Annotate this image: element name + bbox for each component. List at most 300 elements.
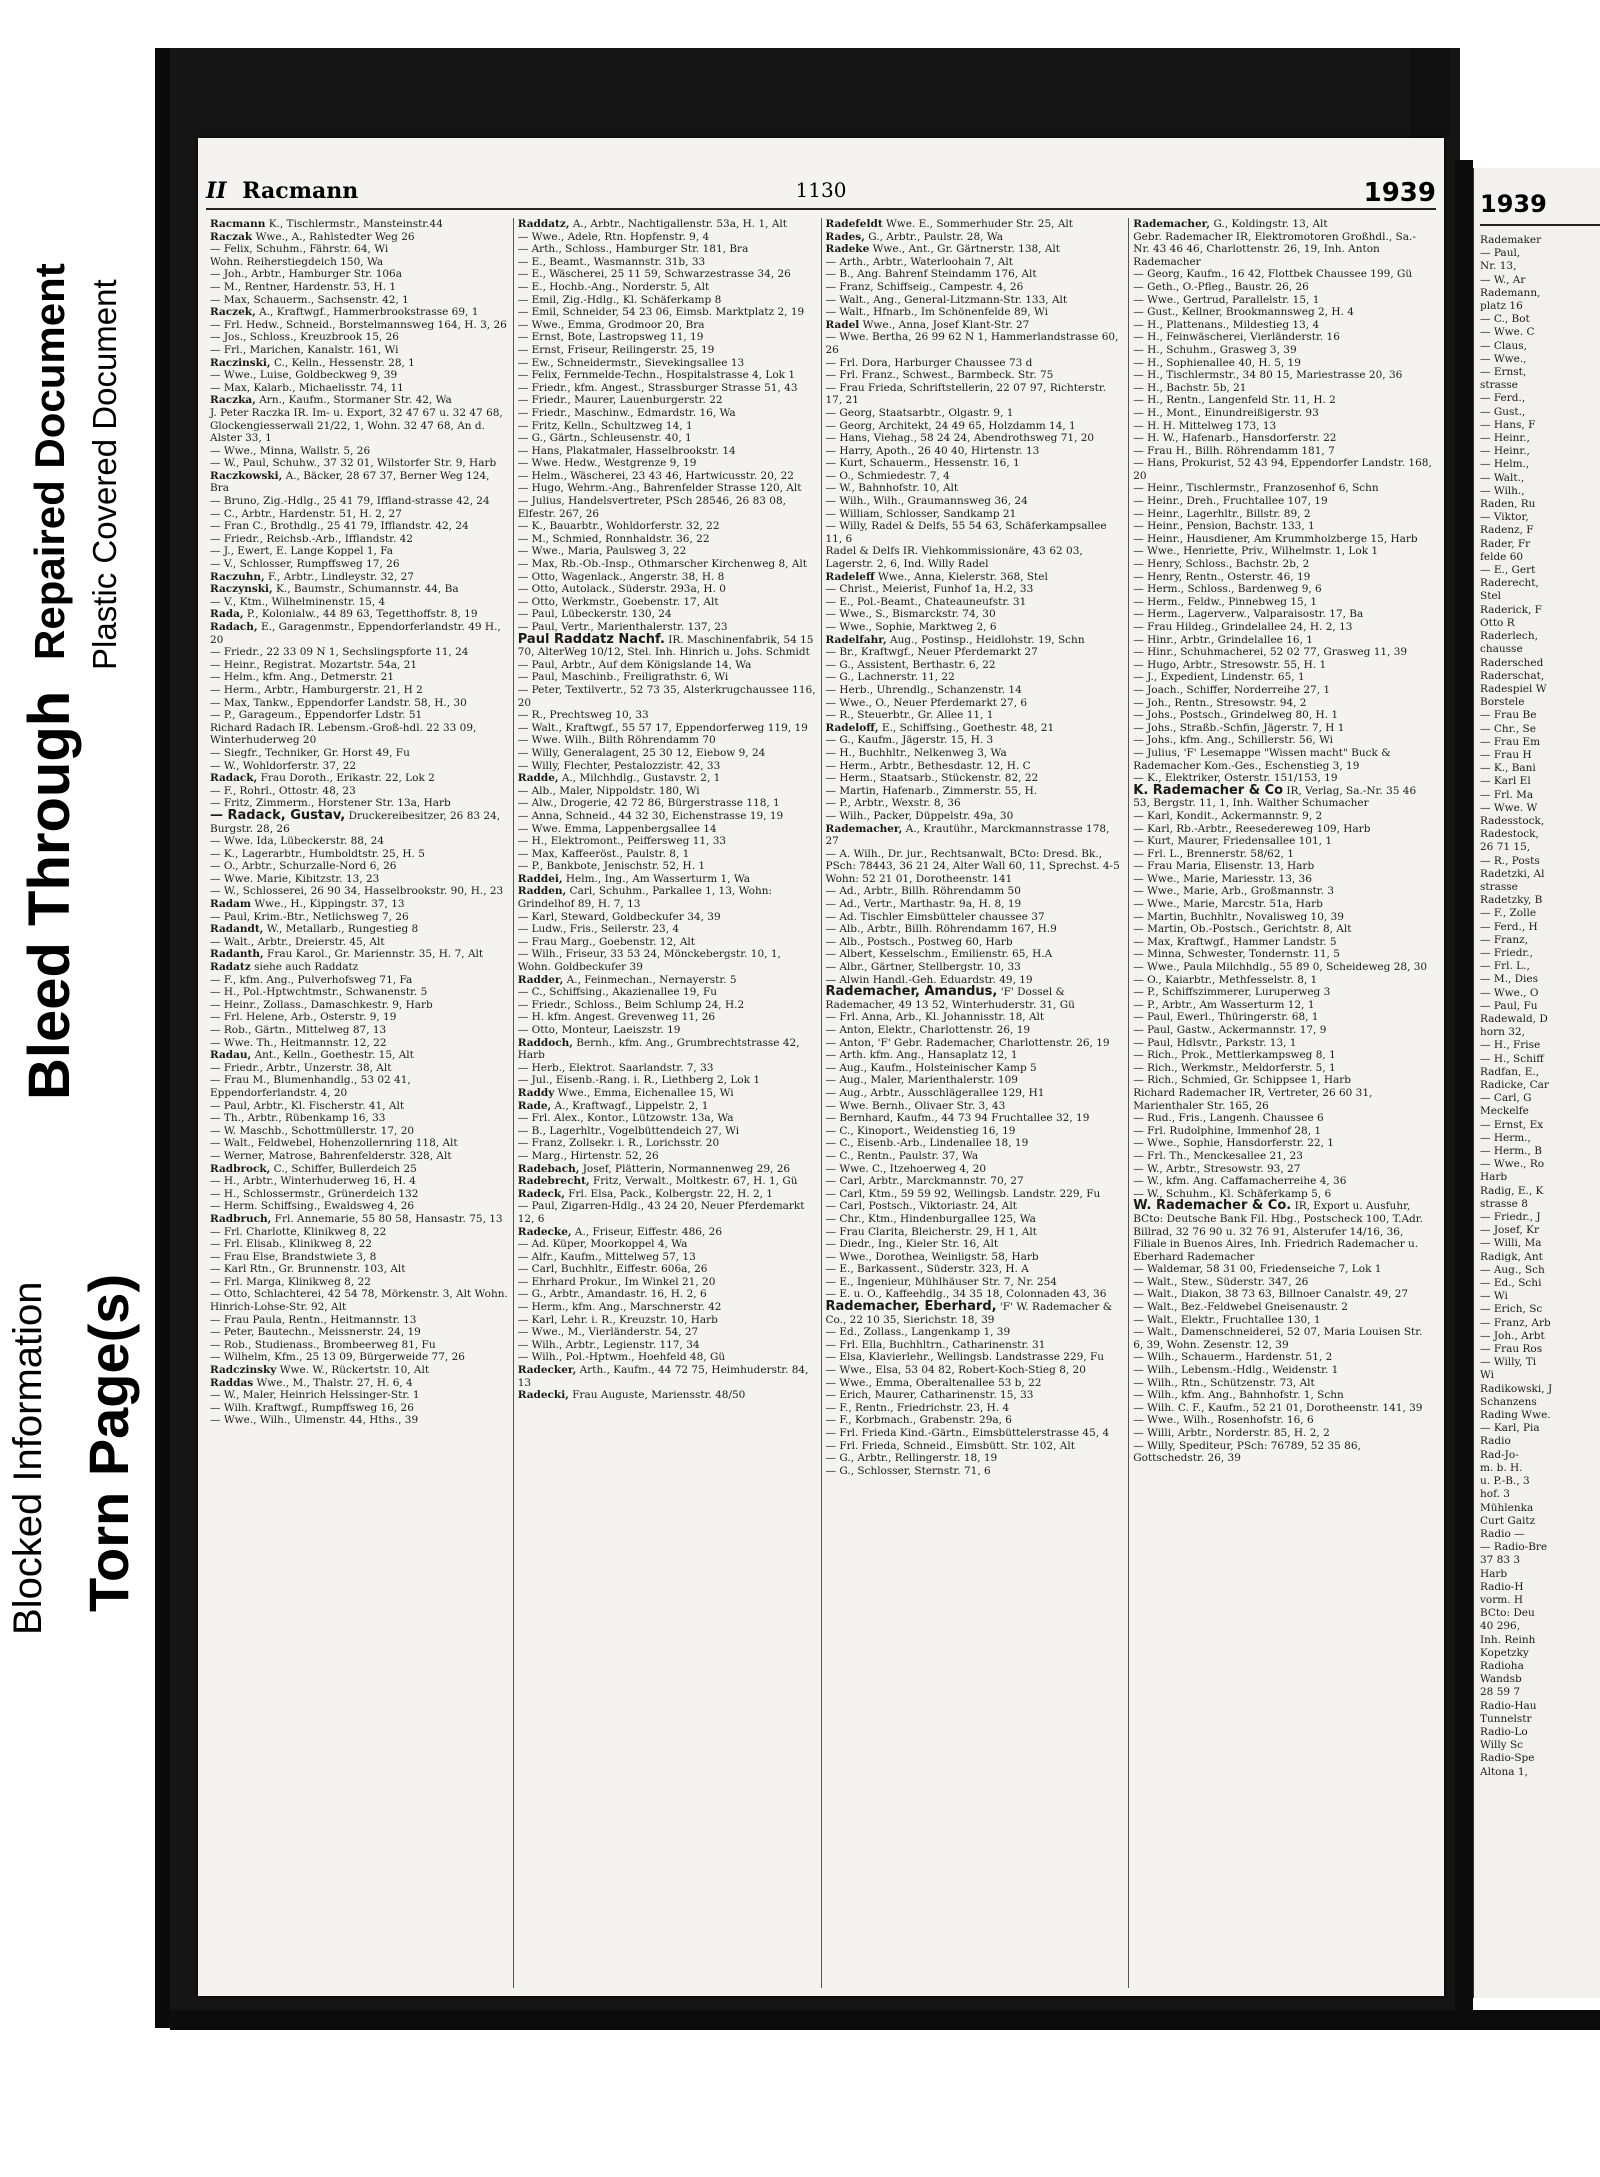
entry-text: — M., Schmied, Ronnhaldstr. 36, 22 bbox=[517, 532, 710, 545]
entry-text: — Wwe. Bernh., Olivaer Str. 3, 43 bbox=[825, 1099, 1006, 1112]
entry-text: — Wwe., Minna, Wallstr. 5, 26 bbox=[210, 444, 371, 457]
directory-entry bbox=[826, 520, 1125, 545]
directory-entry bbox=[1133, 608, 1432, 621]
entry-text: — Minna, Schwester, Tondernstr. 11, 5 bbox=[1133, 948, 1340, 961]
entry-text: — Wwe. Ida, Lübeckerstr. 88, 24 bbox=[210, 835, 385, 848]
entry-text: — W., kfm. Ang. Caffamacherreihe 4, 36 bbox=[1133, 1175, 1347, 1188]
directory-entry bbox=[1133, 734, 1432, 747]
directory-entry bbox=[1133, 961, 1432, 974]
entry-text: Bernh., kfm. Ang., Grumbrechtstrasse 42, Harb bbox=[517, 1036, 800, 1062]
directory-entry bbox=[826, 382, 1125, 407]
directory-entry bbox=[826, 281, 1125, 294]
adjacent-line: BCto: Deu bbox=[1480, 1607, 1535, 1620]
entry-text: — Rich., Prok., Mettlerkampsweg 8, 1 bbox=[1133, 1049, 1336, 1062]
directory-entry bbox=[1133, 482, 1432, 495]
directory-entry bbox=[210, 974, 509, 987]
entry-text: — Walt., Elektr., Fruchtallee 130, 1 bbox=[1133, 1313, 1321, 1326]
entry-text: — Frl. Dora, Harburger Chaussee 73 d bbox=[825, 356, 1033, 369]
directory-entry bbox=[210, 1226, 509, 1239]
directory-entry bbox=[826, 823, 1125, 848]
entry-text: — Frau Else, Brandstwiete 3, 8 bbox=[210, 1250, 377, 1263]
directory-entry bbox=[1133, 369, 1432, 382]
directory-entry bbox=[210, 747, 509, 760]
directory-entry bbox=[1133, 1326, 1432, 1351]
entry-text: — H., Plattenans., Mildestieg 13, 4 bbox=[1133, 318, 1320, 331]
entry-name: Rades, bbox=[825, 230, 865, 243]
adjacent-line: Raderschat, bbox=[1480, 669, 1545, 682]
adjacent-line: — Franz, bbox=[1480, 933, 1529, 946]
directory-entry bbox=[826, 1137, 1125, 1150]
scan-right-edge bbox=[1455, 160, 1473, 2030]
directory-entry bbox=[1133, 1414, 1432, 1427]
directory-entry bbox=[210, 1263, 509, 1276]
directory-entry bbox=[826, 709, 1125, 722]
entry-text: — Otto, Monteur, Laeiszstr. 19 bbox=[517, 1024, 681, 1036]
adjacent-line: — Franz, Arb bbox=[1480, 1316, 1551, 1329]
directory-entry bbox=[826, 369, 1125, 382]
directory-entry bbox=[826, 1024, 1125, 1037]
directory-entry bbox=[826, 1112, 1125, 1125]
entry-name: Rade, bbox=[517, 1099, 552, 1112]
entry-text: — Frl. Alex., Kontor., Lützowstr. 13a, Wa bbox=[517, 1112, 734, 1125]
entry-text: Wwe., A., Rahlstedter Weg 26 bbox=[255, 230, 415, 243]
entry-text: — H., Arbtr., Winterhuderweg 16, H. 4 bbox=[210, 1175, 416, 1188]
adjacent-line: Curt Gaitz bbox=[1480, 1514, 1536, 1527]
adjacent-line: — M., Dies bbox=[1480, 973, 1538, 986]
directory-entry bbox=[518, 457, 817, 470]
entry-text: — O., Schmiedestr. 7, 4 bbox=[825, 469, 950, 482]
adjacent-line: u. P.-B., 3 bbox=[1480, 1475, 1530, 1488]
entry-text: — Arth., Arbtr., Waterloohain 7, Alt bbox=[825, 255, 1013, 268]
directory-entry bbox=[210, 785, 509, 798]
entry-text: Richard Radach IR. Lebensm.-Groß-hdl. 22 33 09, Winterhuderweg 20 bbox=[210, 721, 477, 747]
directory-entry bbox=[826, 1402, 1125, 1415]
directory-entry bbox=[518, 1238, 817, 1251]
entry-text: — Willy, Flechter, Pestalozzistr. 42, 33 bbox=[517, 759, 721, 772]
directory-entry bbox=[518, 760, 817, 773]
adjacent-line: — Frau Be bbox=[1480, 709, 1537, 722]
entry-text: — Karl, Kondit., Ackermannstr. 9, 2 bbox=[1133, 809, 1323, 822]
directory-entry bbox=[518, 407, 817, 420]
directory-entry bbox=[518, 571, 817, 584]
entry-text: Aug., Postinsp., Heidlohstr. 19, Schn bbox=[890, 633, 1085, 646]
directory-entry bbox=[826, 445, 1125, 458]
directory-entry bbox=[1133, 873, 1432, 886]
entry-text: — Hans, Prokurist, 52 43 94, Eppendorfer Landstr. 168, 20 bbox=[1133, 457, 1432, 482]
entry-text: Wwe. W., Rückertstr. 10, Alt bbox=[279, 1364, 430, 1377]
directory-entry bbox=[518, 243, 817, 256]
directory-entry bbox=[1133, 1364, 1432, 1377]
directory-entry bbox=[1133, 382, 1432, 395]
entry-text: — Wwe. C., Itzehoerweg 4, 20 bbox=[825, 1162, 987, 1175]
adjacent-line: Radicke, Car bbox=[1480, 1079, 1549, 1091]
directory-entry bbox=[826, 1427, 1125, 1440]
entry-text: Arth., Kaufm., 44 72 75, Heimhuderstr. 84, 13 bbox=[517, 1364, 809, 1389]
directory-entry bbox=[826, 671, 1125, 684]
entry-text: — Ernst, Bote, Lastropsweg 11, 19 bbox=[517, 331, 704, 344]
directory-entry bbox=[826, 596, 1125, 609]
entry-text: — Rob., Gärtn., Mittelweg 87, 13 bbox=[210, 1024, 387, 1036]
entry-text: — Aug., Arbtr., Ausschlägerallee 129, H1 bbox=[825, 1086, 1045, 1099]
entry-name: Radanth, bbox=[210, 948, 264, 961]
adjacent-line: hof. 3 bbox=[1480, 1488, 1510, 1501]
entry-text: — Friedr., Maschinw., Edmardstr. 16, Wa bbox=[517, 406, 736, 419]
adjacent-line: Willy Sc bbox=[1480, 1739, 1524, 1752]
entry-text: A., Bäcker, 28 67 37, Berner Weg 124, Bra bbox=[210, 469, 490, 495]
entry-text: — Johs., Postsch., Grindelweg 80, H. 1 bbox=[1133, 709, 1339, 722]
entry-text: — Wwe. Th., Heitmannstr. 12, 22 bbox=[210, 1036, 387, 1049]
directory-entry bbox=[210, 999, 509, 1012]
directory-entry bbox=[826, 1213, 1125, 1226]
directory-entry bbox=[1133, 1276, 1432, 1289]
column-2 bbox=[514, 218, 822, 1988]
running-head: Racmann bbox=[242, 178, 359, 204]
directory-entry bbox=[210, 1062, 509, 1075]
entry-text: Frl. Elsa, Pack., Kolbergstr. 22, H. 2, 1 bbox=[568, 1187, 773, 1200]
entry-text: — Alb., Maler, Nippoldstr. 180, Wi bbox=[517, 784, 700, 797]
adjacent-line: chausse bbox=[1480, 643, 1523, 656]
directory-entry bbox=[518, 218, 817, 231]
directory-entry bbox=[826, 659, 1125, 672]
entry-text: — B., Ang. Bahrenf Steindamm 176, Alt bbox=[825, 268, 1037, 281]
directory-entry bbox=[210, 1112, 509, 1125]
directory-entry bbox=[826, 571, 1125, 584]
entry-name: Raczynski, bbox=[210, 583, 273, 596]
entry-text: — Wwe., Wilh., Ulmenstr. 44, Hths., 39 bbox=[210, 1414, 419, 1427]
entry-text: — Harry, Apoth., 26 40 40, Hirtenstr. 13 bbox=[825, 444, 1040, 457]
entry-text: — Wwe., Sophie, Marktweg 2, 6 bbox=[825, 621, 997, 633]
adjacent-line: — Paul, bbox=[1480, 247, 1521, 260]
entry-name: Radefeldt bbox=[825, 218, 883, 230]
entry-text: A., Feinmechan., Nernayerstr. 5 bbox=[566, 973, 737, 986]
adjacent-line: — Wwe., bbox=[1480, 352, 1527, 365]
entry-name: W. Rademacher & Co. bbox=[1133, 1198, 1292, 1214]
adjacent-line: — Frl. Ma bbox=[1480, 788, 1534, 801]
directory-entry bbox=[826, 1163, 1125, 1176]
directory-entry bbox=[210, 445, 509, 458]
entry-text: — Martin, Hafenarb., Zimmerstr. 55, H. bbox=[825, 784, 1038, 797]
directory-entry bbox=[518, 936, 817, 949]
entry-text: — Helm., kfm. Ang., Detmerstr. 21 bbox=[210, 671, 395, 684]
adjacent-line: — Frl. L., bbox=[1480, 960, 1530, 973]
column-1 bbox=[206, 218, 514, 1988]
directory-entry bbox=[1133, 545, 1432, 558]
entry-text: — Otto, Autolack., Süderstr. 293a, H. 0 bbox=[517, 583, 726, 596]
entry-text: Wwe., H., Kippingstr. 37, 13 bbox=[254, 898, 405, 911]
adjacent-line: Tunnelstr bbox=[1480, 1712, 1532, 1725]
directory-entry bbox=[826, 231, 1125, 244]
directory-entry bbox=[518, 797, 817, 810]
entry-text: K., Baumstr., Schumannstr. 44, Ba bbox=[276, 583, 459, 596]
entry-text: — Paul, Krim.-Btr., Netlichsweg 7, 26 bbox=[210, 910, 409, 923]
adjacent-header-rule bbox=[1480, 224, 1600, 226]
entry-text: — Frl. Franz., Schwest., Barmbeck. Str. 75 bbox=[825, 369, 1054, 382]
entry-text: — Wilh., kfm. Ang., Bahnhofstr. 1, Schn bbox=[1133, 1389, 1344, 1402]
entry-text: — Frau Maria, Elisenstr. 13, Harb bbox=[1133, 860, 1315, 873]
entry-text: — Wwe., Elsa, 53 04 82, Robert-Koch-Stieg 8, 20 bbox=[825, 1364, 1086, 1377]
entry-name: Radeloff, bbox=[825, 721, 879, 734]
entry-text: Josef, Plätterin, Normannenweg 29, 26 bbox=[582, 1162, 791, 1175]
directory-entry bbox=[826, 1074, 1125, 1087]
directory-entry bbox=[518, 873, 817, 886]
directory-entry bbox=[1133, 394, 1432, 407]
adjacent-line: — Wwe., Ro bbox=[1480, 1158, 1545, 1171]
adjacent-line: Wi bbox=[1480, 1369, 1494, 1382]
directory-entry bbox=[826, 331, 1125, 356]
entry-name: Radden, bbox=[517, 885, 567, 898]
page-header bbox=[206, 178, 1436, 210]
directory-entry bbox=[1133, 331, 1432, 344]
adjacent-line: Borstele bbox=[1480, 696, 1525, 709]
adjacent-line: — W., Ar bbox=[1480, 273, 1526, 286]
adjacent-line: platz 16 bbox=[1480, 300, 1523, 313]
entry-text: — Herb., Elektrot. Saarlandstr. 7, 33 bbox=[517, 1061, 714, 1074]
directory-entry bbox=[518, 558, 817, 571]
entry-text: — Arth. kfm. Ang., Hansaplatz 12, 1 bbox=[825, 1049, 1018, 1062]
entry-text: — H., Pol.-Hptwchtmstr., Schwanenstr. 5 bbox=[210, 986, 428, 999]
directory-entry bbox=[826, 797, 1125, 810]
entry-text: — Heinr., Pension, Bachstr. 133, 1 bbox=[1133, 520, 1315, 533]
entry-text: — Walt., Bez.-Feldwebel Gneisenaustr. 2 bbox=[1133, 1301, 1348, 1314]
directory-entry bbox=[1133, 1175, 1432, 1188]
entry-text: — W., Schlosserei, 26 90 34, Hasselbrookstr. 90, H., 23 bbox=[210, 885, 504, 898]
directory-entry bbox=[826, 634, 1125, 647]
entry-text: — Alb., Postsch., Postweg 60, Harb bbox=[825, 935, 1013, 948]
entry-text: — Wwe., S., Bismarckstr. 74, 30 bbox=[825, 608, 996, 621]
directory-entry bbox=[1133, 1011, 1432, 1024]
directory-entry bbox=[1133, 923, 1432, 936]
entry-text: — Willy, Spediteur, PSch: 76789, 52 35 86, Gottschedstr. 26, 39 bbox=[1133, 1439, 1361, 1465]
entry-text: — Wilh. C. F., Kaufm., 52 21 01, Dorotheenstr. 141, 39 bbox=[1133, 1401, 1423, 1414]
directory-entry bbox=[210, 848, 509, 861]
entry-text: — Walt., Diakon, 38 73 63, Billnoer Canalstr. 49, 27 bbox=[1133, 1288, 1409, 1301]
directory-entry bbox=[1133, 231, 1432, 269]
directory-entry bbox=[1133, 508, 1432, 521]
entry-text: — Wwe., Luise, Goldbeckweg 9, 39 bbox=[210, 369, 398, 382]
directory-entry bbox=[1133, 583, 1432, 596]
entry-text: — Rob., Studienass., Brombeerweg 81, Fu bbox=[210, 1338, 436, 1351]
adjacent-line: — Josef, Kr bbox=[1480, 1224, 1540, 1237]
directory-entry bbox=[1133, 835, 1432, 848]
directory-entry bbox=[518, 734, 817, 747]
entry-text: — O., Kaiarbtr., Methfesselstr. 8, 1 bbox=[1133, 973, 1318, 986]
entry-text: — Ed., Zollass., Langenkamp 1, 39 bbox=[825, 1326, 1011, 1339]
directory-entry bbox=[1133, 848, 1432, 861]
entry-text: — Friedr., Reichsb.-Arb., Ifflandstr. 42 bbox=[210, 532, 413, 545]
entry-text: — E., Ingenieur, Mühlhäuser Str. 7, Nr. 254 bbox=[825, 1275, 1057, 1288]
side-labels bbox=[0, 0, 170, 1700]
directory-entry bbox=[1133, 281, 1432, 294]
entry-text: — Ad., Arbtr., Billh. Röhrendamm 50 bbox=[825, 885, 1021, 898]
entry-text: — Frl. Th., Menckesallee 21, 23 bbox=[1133, 1149, 1303, 1162]
directory-entry bbox=[210, 1377, 509, 1390]
entry-name: Radebrecht, bbox=[517, 1175, 590, 1188]
entry-text: — Frau Frieda, Schriftstellerin, 22 07 97, Richterstr. 17, 21 bbox=[825, 381, 1107, 407]
entry-text: — A. Wilh., Dr. jur., Rechtsanwalt, BCto: Dresd. Bk., PSch: 78443, 36 21 24, Alter Wall 60, 11, Sprechst. 4-5 Wohn: 52 21 01, Dorotheenstr. 141 bbox=[825, 847, 1120, 885]
directory-entry bbox=[210, 898, 509, 911]
directory-entry bbox=[210, 659, 509, 672]
directory-entry bbox=[210, 911, 509, 924]
entry-text: — W., Paul, Schuhw., 37 32 01, Wilstorfer Str. 9, Harb bbox=[210, 457, 497, 470]
entry-text: — Heinr., Tischlermstr., Franzosenhof 6, Schn bbox=[1133, 482, 1379, 495]
directory-entry bbox=[1133, 1150, 1432, 1163]
entry-text: — Peter, Textilvertr., 52 73 35, Alsterkrugchaussee 116, 20 bbox=[517, 683, 816, 709]
entry-text: — Walt., Damenschneiderei, 52 07, Maria Louisen Str. 6, 39, Wohn. Zesenstr. 12, 39 bbox=[1133, 1326, 1423, 1351]
directory-entry bbox=[518, 1112, 817, 1125]
entry-text: — Herm., kfm. Ang., Marschnerstr. 42 bbox=[517, 1301, 722, 1314]
entry-text: A., Milchhdlg., Gustavstr. 2, 1 bbox=[561, 772, 721, 785]
directory-entry bbox=[210, 684, 509, 697]
directory-entry bbox=[518, 344, 817, 357]
entry-text: — Friedr., Arbtr., Unzerstr. 38, Alt bbox=[210, 1061, 392, 1074]
entry-text: — Alb., Arbtr., Billh. Röhrendamm 167, H.9 bbox=[825, 923, 1057, 936]
entry-text: — Jos., Schloss., Kreuzbrook 15, 26 bbox=[210, 331, 399, 344]
directory-entry bbox=[826, 583, 1125, 596]
directory-entry bbox=[210, 1024, 509, 1037]
entry-text: — Wwe., Henriette, Priv., Wilhelmstr. 1, Lok 1 bbox=[1133, 545, 1379, 558]
directory-entry bbox=[1133, 558, 1432, 571]
directory-entry bbox=[518, 1100, 817, 1113]
directory-entry bbox=[518, 596, 817, 609]
entry-name: Radebach, bbox=[517, 1162, 580, 1175]
entry-name: Rademacher, bbox=[825, 822, 903, 835]
adjacent-line: Radio-Spe bbox=[1480, 1752, 1535, 1765]
entry-text: — Wwe., O., Neuer Pferdemarkt 27, 6 bbox=[825, 696, 1028, 709]
directory-entry bbox=[518, 1074, 817, 1087]
directory-entry bbox=[826, 432, 1125, 445]
entry-text: — Wwe., Dorothea, Weinligstr. 58, Harb bbox=[825, 1250, 1039, 1263]
entry-text: A., Arbtr., Nachtigallenstr. 53a, H. 1, Alt bbox=[572, 218, 787, 230]
directory-entry bbox=[210, 344, 509, 357]
directory-entry bbox=[210, 1339, 509, 1352]
adjacent-line: Raderlech, bbox=[1480, 630, 1538, 643]
entry-text: — Karl, Lehr. i. R., Kreuzstr. 10, Harb bbox=[517, 1313, 718, 1326]
directory-entry bbox=[826, 407, 1125, 420]
adjacent-line: — Friedr., J bbox=[1480, 1211, 1541, 1224]
directory-entry bbox=[1133, 659, 1432, 672]
entry-text: — Franz, Schiffseig., Campestr. 4, 26 bbox=[825, 280, 1024, 293]
entry-name: Rademacher, Amandus, bbox=[825, 984, 998, 1000]
entry-text: A., Krautühr., Marckmannstrasse 178, 27 bbox=[825, 822, 1110, 848]
directory-entry bbox=[1133, 1389, 1432, 1402]
directory-entry bbox=[210, 860, 509, 873]
entry-text: Fritz, Verwalt., Moltkestr. 67, H. 1, Gü bbox=[592, 1175, 798, 1188]
directory-entry bbox=[826, 1049, 1125, 1062]
directory-entry bbox=[210, 1011, 509, 1024]
entry-text: — J., Expedient, Lindenstr. 65, 1 bbox=[1133, 671, 1305, 684]
torn-pages-label: Torn Page(s) bbox=[77, 1273, 140, 1612]
page-number: 1130 bbox=[795, 178, 847, 202]
adjacent-line: Radio bbox=[1480, 1435, 1511, 1448]
entry-text: F., Arbtr., Lindleystr. 32, 27 bbox=[268, 570, 414, 583]
directory-entry bbox=[1133, 357, 1432, 370]
adjacent-line: 40 296, bbox=[1480, 1620, 1521, 1633]
entry-text: Wwe., Anna, Josef Klant-Str. 27 bbox=[862, 318, 1030, 331]
adjacent-line: Stel bbox=[1480, 590, 1501, 603]
entry-text: — C., Rentn., Paulstr. 37, Wa bbox=[825, 1149, 979, 1162]
directory-entry bbox=[518, 835, 817, 848]
entry-text: — F., Rohrl., Ottostr. 48, 23 bbox=[210, 784, 356, 797]
entry-text: — K., Lagerarbtr., Humboldtstr. 25, H. 5 bbox=[210, 847, 425, 860]
entry-text: — Carl, Postsch., Viktoriastr. 24, Alt bbox=[825, 1200, 1017, 1213]
directory-entry bbox=[210, 807, 509, 835]
directory-entry bbox=[210, 331, 509, 344]
entry-text: A., Friseur, Eiffestr. 486, 26 bbox=[574, 1225, 722, 1238]
entry-text: — Frl. Marga, Klinikweg 8, 22 bbox=[210, 1275, 371, 1288]
directory-entry bbox=[1133, 294, 1432, 307]
entry-text: Ant., Kelln., Goethestr. 15, Alt bbox=[254, 1049, 414, 1062]
directory-entry bbox=[1133, 344, 1432, 357]
directory-entry bbox=[1133, 268, 1432, 281]
entry-text: — Paul, Arbtr., Kl. Fischerstr. 41, Alt bbox=[210, 1099, 405, 1112]
directory-entry bbox=[518, 608, 817, 621]
adjacent-line: — Herm., bbox=[1480, 1131, 1531, 1144]
entry-text: — H., Buchhltr., Nelkenweg 3, Wa bbox=[825, 746, 1007, 759]
directory-entry bbox=[826, 1238, 1125, 1251]
directory-entry bbox=[518, 1288, 817, 1301]
entry-name: Radecki, bbox=[517, 1389, 569, 1402]
adjacent-line: Raderecht, bbox=[1480, 577, 1539, 590]
entry-text: — Frl., Marichen, Kanalstr. 161, Wi bbox=[210, 343, 399, 356]
entry-text: — Paul, Ewerl., Thüringerstr. 68, 1 bbox=[1133, 1011, 1319, 1024]
entry-name: Radeke bbox=[825, 243, 870, 256]
entry-text: — Herm., Arbtr., Bethesdastr. 12, H. C bbox=[825, 759, 1031, 772]
entry-text: C., Schiffer, Bullerdeich 25 bbox=[273, 1162, 417, 1175]
directory-entry bbox=[1133, 936, 1432, 949]
directory-entry bbox=[518, 394, 817, 407]
entry-text: — H. W., Hafenarb., Hansdorferstr. 22 bbox=[1133, 432, 1337, 445]
directory-entry bbox=[210, 923, 509, 936]
entry-name: Raddas bbox=[210, 1376, 254, 1389]
directory-entry bbox=[1133, 684, 1432, 697]
entry-text: — Aug., Kaufm., Holsteinischer Kamp 5 bbox=[825, 1061, 1037, 1074]
entry-text: — Wwe. Bertha, 26 99 62 N 1, Hammerlandstrasse 60, 26 bbox=[825, 331, 1119, 356]
entry-text: — Siegfr., Techniker, Gr. Horst 49, Fu bbox=[210, 746, 410, 759]
directory-entry bbox=[210, 948, 509, 961]
directory-entry bbox=[826, 1326, 1125, 1339]
entry-text: — Elsa, Klavierlehr., Wellingsb. Landstrasse 229, Fu bbox=[825, 1351, 1105, 1364]
entry-text: — Friedr., Maurer, Lauenburgerstr. 22 bbox=[517, 394, 723, 407]
entry-text: — G., Arbtr., Amandastr. 16, H. 2, 6 bbox=[517, 1288, 707, 1301]
entry-text: — Rich., Werkmstr., Meldorferstr. 5, 1 bbox=[1133, 1061, 1336, 1074]
directory-entry bbox=[826, 470, 1125, 483]
directory-entry bbox=[1133, 1263, 1432, 1276]
entry-name: Rademacher, bbox=[1133, 218, 1211, 230]
entry-text: Wwe., M., Thalstr. 27, H. 6, 4 bbox=[256, 1376, 413, 1389]
entry-text: — P., Arbtr., Wexstr. 8, 36 bbox=[825, 797, 961, 810]
entry-text: — Waldemar, 58 31 00, Friedenseiche 7, Lok 1 bbox=[1133, 1263, 1382, 1276]
directory-entry bbox=[210, 1238, 509, 1251]
directory-entry bbox=[210, 268, 509, 281]
bleed-through-label: Bleed Through bbox=[17, 690, 82, 1100]
directory-entry bbox=[518, 1200, 817, 1225]
directory-entry bbox=[826, 734, 1125, 747]
adjacent-line: Radewald, D bbox=[1480, 1012, 1548, 1025]
directory-entry bbox=[518, 306, 817, 319]
directory-entry bbox=[1133, 722, 1432, 735]
directory-entry bbox=[518, 911, 817, 924]
entry-name: Paul Raddatz Nachf. bbox=[517, 631, 665, 647]
entry-text: — W., Bahnhofstr. 10, Alt bbox=[825, 482, 959, 495]
entry-text: — Wilhelm, Kfm., 25 13 09, Bürgerweide 77, 26 bbox=[210, 1351, 465, 1364]
entry-text: — Wilh., Wilh., Graumannsweg 36, 24 bbox=[825, 495, 1028, 508]
entry-text: — Wwe., Paula Milchhdlg., 55 89 0, Scheideweg 28, 30 bbox=[1133, 961, 1428, 974]
directory-entry bbox=[1133, 782, 1432, 810]
directory-entry bbox=[518, 785, 817, 798]
adjacent-line: Rader, Fr bbox=[1480, 537, 1531, 550]
directory-entry bbox=[1133, 432, 1432, 445]
entry-text: — Bruno, Zig.-Hdlg., 25 41 79, Iffland-strasse 42, 24 bbox=[210, 495, 490, 508]
